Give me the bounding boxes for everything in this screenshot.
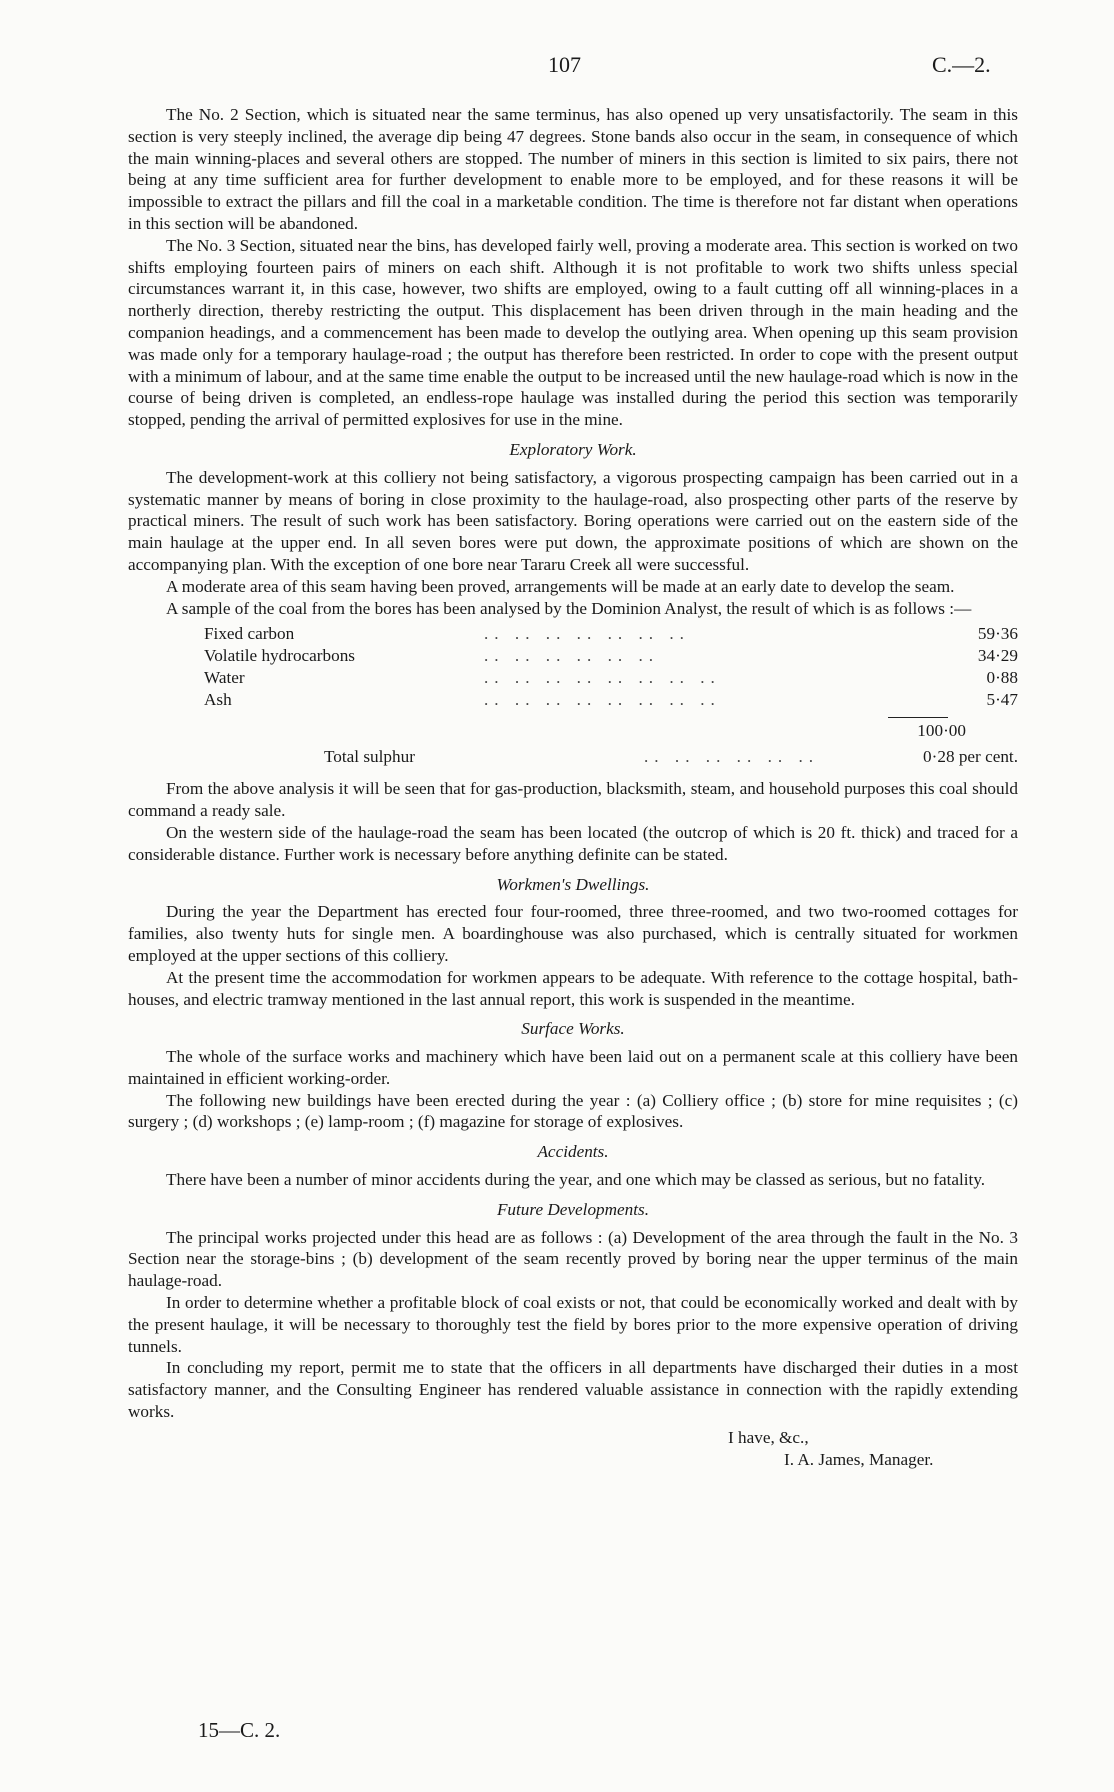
paragraph: On the western side of the haulage-road the seam has been located (the outcrop of which is 20 ft. thick) and traced for a considerable distance. Further work is necessary before anything definite can be stated.: [128, 822, 1018, 864]
report-body: [128, 104, 1018, 1470]
paragraph: During the year the Department has erected four four-roomed, three three-roomed, and two two-roomed cottages for families, also twenty huts for single men. A boardinghouse was also purchased, which is centrally situated for workmen employed at the upper sections of this colliery.: [128, 902, 1018, 965]
closing-salutation: I have, &c.,: [728, 1427, 809, 1447]
dot-leader: .. .. .. .. .. ..: [644, 747, 820, 767]
section-heading-surface: Surface Works.: [521, 1019, 625, 1039]
dot-leader: .. .. .. .. .. .. .. ..: [484, 668, 721, 688]
paragraph: The whole of the surface works and machinery which have been laid out on a permanent scale at this colliery have been maintained in efficient working-order.: [128, 1047, 1018, 1088]
sulphur-row: [128, 746, 1018, 772]
paragraph: At the present time the accommodation for workmen appears to be adequate. With reference to the cottage hospital, bath-houses, and electric tramway mentioned in the last annual report, this work is suspended in the meantime.: [128, 967, 1018, 1009]
analysis-value: 59·36: [977, 624, 1018, 644]
paragraph: The No. 2 Section, which is situated near the same terminus, has also opened up very unsatisfactorily. The seam in this section is very steeply inclined, the average dip being 47 degrees. Stone bands also occur in the seam, in consequence of which the main winning-places and several others are stopped. The number of miners in this section is limited to six pairs, there not being at any time sufficient area for further development to enable more to be employed, and for these reasons it will be impossible to extract the pillars and fill the coal in a marketable condition. The time is therefore not far distant when operations in this section will be abandoned.: [128, 105, 1018, 233]
sulphur-label: Total sulphur: [324, 747, 415, 767]
paragraph: The No. 3 Section, situated near the bins, has developed fairly well, proving a moderate area. This section is worked on two shifts employing fourteen pairs of miners on each shift. Although it is not profitable to work two shifts unless special circumstances warrant it, in this case, however, two shifts are employed, owing to a fault cutting off all winning-places in a northerly direction, thereby restricting the output. This displacement has been driven through in the main heading and the companion headings, and a commencement has been made to develop the outlying area. When opening up this seam provision was made only for a temporary haulage-road ; the output has therefore been restricted. In order to cope with the present output with a minimum of labour, and at the same time enable the output to be increased until the new haulage-road which is now in the course of being driven is completed, an endless-rope haulage was installed during the period this section was temporarily stopped, pending the arrival of permitted explosives for use in the mine.: [128, 235, 1018, 430]
paragraph: The principal works projected under this head are as follows : (a) Development of the area through the fault in the No. 3 Section near the storage-bins ; (b) development of the seam recently proved by boring near the upper terminus of the main haulage-road.: [128, 1227, 1018, 1291]
page-header: [0, 52, 1114, 82]
paragraph: The development-work at this colliery not being satisfactory, a vigorous prospecting campaign has been carried out in a systematic manner by means of boring in close proximity to the haulage-road, also prospecting other parts of the reserve by practical miners. The result of such work has been satisfactory. Boring operations were carried out on the eastern side of the main haulage at the upper end. In all seven bores were put down, the approximate positions of which are shown on the accompanying plan. With the exception of one bore near Tararu Creek all were successful.: [128, 467, 1018, 574]
paragraph: From the above analysis it will be seen that for gas-production, blacksmith, steam, and household purposes this coal should command a ready sale.: [128, 779, 1018, 821]
signatory-name: I. A. James, Manager.: [784, 1449, 934, 1469]
analysis-row: [128, 667, 1018, 689]
paragraph: The following new buildings have been erected during the year : (a) Colliery office ; (b) store for mine requisites ; (c) surgery ; (d) workshops ; (e) lamp-room ; (f) magazine for storage of explosives.: [128, 1090, 1018, 1132]
section-heading-accidents: Accidents.: [537, 1142, 609, 1162]
paragraph: In order to determine whether a profitable block of coal exists or not, that could be economically worked and dealt with by the present haulage, it will be necessary to thoroughly test the field by bores prior to the more expensive operation of driving tunnels.: [128, 1293, 1018, 1356]
series-reference: C.—2.: [932, 52, 991, 77]
paragraph: In concluding my report, permit me to state that the officers in all departments have discharged their duties in a most satisfactory manner, and the Consulting Engineer has rendered valuable assistance in connection with the rapidly extending works.: [128, 1358, 1018, 1422]
analysis-row: [128, 645, 1018, 667]
analysis-value: 34·29: [977, 646, 1018, 666]
analysis-label: Water: [204, 668, 245, 688]
sulphur-value: 0·28 per cent.: [923, 747, 1018, 767]
page-number: 107: [548, 52, 581, 77]
analysis-label: Ash: [204, 690, 232, 710]
section-heading-future: Future Developments.: [496, 1199, 650, 1219]
dot-leader: .. .. .. .. .. ..: [484, 646, 660, 666]
analysis-value: 5·47: [986, 690, 1018, 710]
analysis-total-value: 100·00: [917, 721, 966, 741]
signature-mark: 15—C. 2.: [198, 1718, 281, 1742]
analysis-value: 0·88: [986, 668, 1018, 688]
section-heading-dwellings: Workmen's Dwellings.: [496, 874, 650, 894]
total-rule: [888, 717, 948, 718]
section-heading-exploratory: Exploratory Work.: [509, 439, 637, 459]
dot-leader: .. .. .. .. .. .. ..: [484, 624, 690, 644]
paragraph: A moderate area of this seam having been proved, arrangements will be made at an early date to develop the seam.: [166, 576, 955, 596]
analysis-label: Volatile hydrocarbons: [204, 646, 355, 666]
analysis-total: [128, 720, 1018, 746]
coal-analysis-table: [128, 623, 1018, 772]
analysis-row: [128, 689, 1018, 711]
paragraph: A sample of the coal from the bores has been analysed by the Dominion Analyst, the result of which is as follows :—: [166, 598, 972, 618]
paragraph: There have been a number of minor accidents during the year, and one which may be classed as serious, but no fatality.: [166, 1170, 986, 1190]
dot-leader: .. .. .. .. .. .. .. ..: [484, 690, 721, 710]
analysis-label: Fixed carbon: [204, 624, 295, 644]
analysis-row: [128, 623, 1018, 645]
